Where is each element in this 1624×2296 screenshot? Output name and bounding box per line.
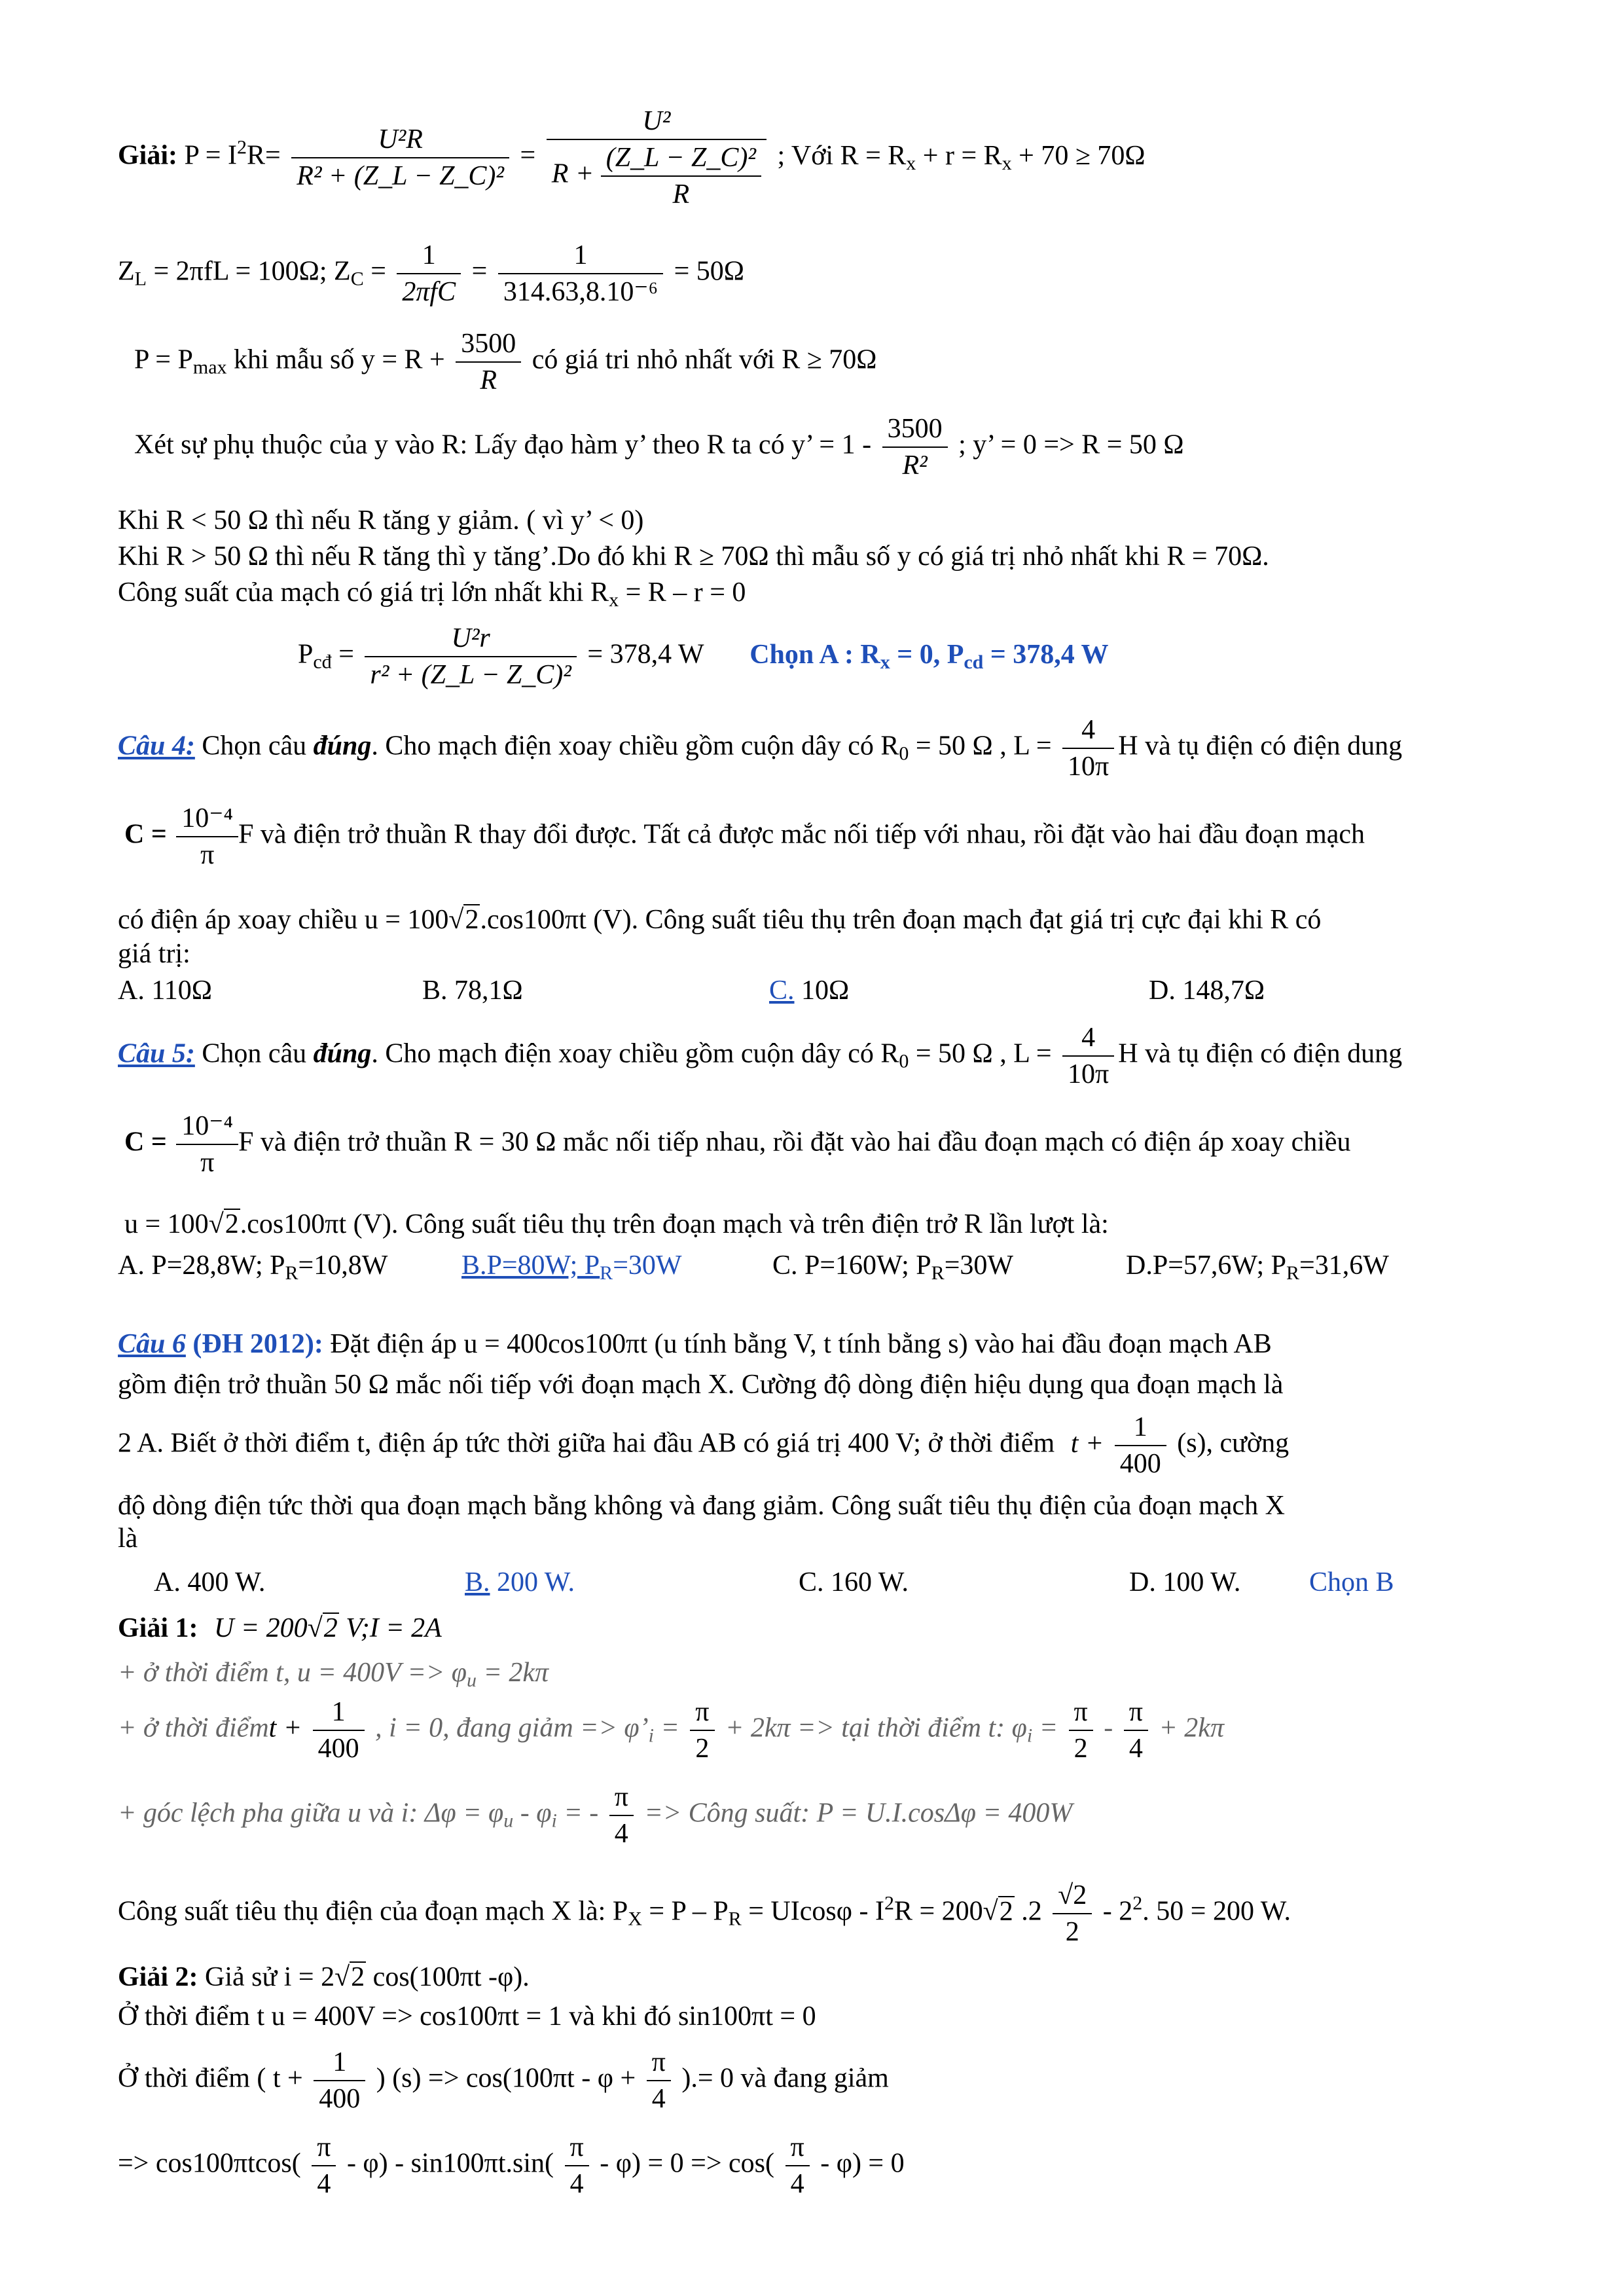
fraction-pi-4: $\frac{\pi}{4}$: [1124, 1696, 1148, 1765]
cau5-line2: C = $\frac{\text{10⁻⁴}}{\pi}$ F và điện trở thuần R = 30 Ω mắc nối tiếp nhau, rồi đặt vào hai đầu đoạn mạch có điện áp xoay chiều: [124, 1111, 1351, 1178]
fraction-pi-4: $\frac{\pi}{4}$: [565, 2131, 589, 2200]
fraction-3500-r: $\frac{3500}{R}$: [456, 327, 521, 397]
cau4-line1: Câu 4: Chọn câu đúng. Cho mạch điện xoay chiều gồm cuộn dây có $R_0 = 50$ Ω , L = $\frac{4}{10\pi}$ H và tụ điện có điện dung: [118, 715, 1403, 782]
giai1-line3: + góc lệch pha giữa u và i: $\Delta\varphi = \varphi_u - \varphi_i$ = - $\frac{\pi}{4}$ => Công suất: P = U.I.cosΔφ = 400W: [118, 1782, 1073, 1849]
khi-line-2: Khi R > 50 Ω thì nếu R tăng thì y tăng’.Do đó khi R ≥ 70Ω thì mẫu số y có giá trị nhỏ nhất khi R = 70Ω.: [118, 541, 1269, 572]
cau4-option-a[interactable]: A. 110Ω: [118, 975, 212, 1006]
p-eq: P = I: [184, 140, 237, 171]
fraction-l: $\frac{4}{10\pi}$: [1062, 714, 1114, 783]
giai1-line1: + ở thời điểm t, $u = 400V => \varphi_u = 2k\pi$: [118, 1658, 549, 1691]
r-eq: R=: [246, 140, 281, 171]
fraction-pcd: $\frac{\text{U²r}}{\text{r² + (Z\_L − Z\_C)²}}$: [365, 622, 577, 691]
cau5-option-c[interactable]: C. P=160W; $P_R=30W$: [772, 1250, 1014, 1284]
cau6-line2: gồm điện trở thuần 50 Ω mắc nối tiếp với đoạn mạch X. Cường độ dòng điện hiệu dụng qua đoạn mạch là: [118, 1370, 1284, 1400]
cau4-option-d[interactable]: D. 148,7Ω: [1149, 975, 1265, 1006]
cau5-option-a[interactable]: A. P=28,8W; $P_R=10,8W$: [118, 1250, 388, 1284]
cau5-link[interactable]: Câu 5:: [118, 1038, 195, 1069]
cau5-option-d[interactable]: D.P=57,6W; $P_R=31,6W$: [1126, 1250, 1389, 1284]
giai1-line2: + ở thời điểmt + $\frac{1}{400}$ , i = 0, đang giảm => $\varphi’_i$ = $\frac{\pi}{2}$ + 2kπ => tại thời điểm t: $\varphi_i$ = $\frac{\pi}{2}$ - $\frac{\pi}{4}$ + 2kπ: [118, 1697, 1224, 1764]
giai-power-line: Giải: $P = I^2R=$ $\frac{\text{U²R}}{\text{R² + (Z\_L − Z\_C)²}}$ = U² R + $\frac{\text{(Z\_L − Z\_C)²}}{R}$ ; Với $R = R_x + r = R_x + 70 \ge 70\Omega$: [118, 106, 1146, 210]
cau6-option-a[interactable]: A. 400 W.: [154, 1567, 266, 1597]
congsuat-line: Công suất của mạch có giá trị lớn nhất khi $R_x = R - r = 0$: [118, 577, 746, 611]
fraction-pi-2: $\frac{\pi}{2}$: [1069, 1696, 1093, 1765]
giai2-line1: Ở thời điểm t u = 400V => cos100πt = 1 và khi đó sin100πt = 0: [118, 2001, 816, 2032]
fraction-c: $\frac{\text{10⁻⁴}}{\pi}$: [176, 802, 238, 871]
fraction-1-400: $\frac{1}{400}$: [314, 2046, 365, 2115]
fraction-zc: 1 2πfC: [397, 239, 461, 308]
fraction-sqrt2-2: $\frac{√2}{2}$: [1053, 1879, 1092, 1948]
cau4-line3: có điện áp xoay chiều u = 100√2.cos100πt (V). Công suất tiêu thụ trên đoạn mạch đạt giá trị cực đại khi R có: [118, 905, 1322, 935]
cau4-link[interactable]: Câu 4:: [118, 731, 195, 761]
cau4-line2: C = $\frac{\text{10⁻⁴}}{\pi}$ F và điện trở thuần R thay đổi được. Tất cả được mắc nối tiếp với nhau, rồi đặt vào hai đầu đoạn mạch: [124, 803, 1365, 870]
cau6-line1: Câu 6 (ĐH 2012): Đặt điện áp u = 400cos100πt (u tính bằng V, t tính bằng s) vào hai đầu đoạn mạch AB: [118, 1329, 1272, 1359]
cau6-line3: 2 A. Biết ở thời điểm t, điện áp tức thời giữa hai đầu AB có giá trị 400 V; ở thời điểm t + $\frac{1}{400}$ (s), cường: [118, 1412, 1290, 1479]
cau6-line4: độ dòng điện tức thời qua đoạn mạch bằng không và đang giảm. Công suất tiêu thụ điện của đoạn mạch X: [118, 1491, 1285, 1521]
pcd-line: $P_{cđ}$ = $\frac{\text{U²r}}{\text{r² + (Z\_L − Z\_C)²}}$ = 378,4 W Chọn A : $R_x = 0$, $P_{cd} = 378,4$ W: [298, 623, 1109, 690]
giai1-line0: Giải 1: U = 200√2 V;I = 2A: [118, 1613, 442, 1643]
equals: =: [520, 140, 536, 171]
fraction-pi-4: $\frac{\pi}{4}$: [785, 2131, 810, 2200]
giai2-line2: Ở thời điểm ( t + $\frac{1}{400}$ ) (s) => cos(100πt - φ + $\frac{\pi}{4}$ ).= 0 và đang giảm: [118, 2047, 889, 2114]
fraction-u2r: $\frac{\text{U²R}}{\text{R² + (Z\_L − Z\_C)²}}$: [291, 123, 509, 192]
cau4-option-b[interactable]: B. 78,1Ω: [422, 975, 523, 1006]
cau5-line1: Câu 5: Chọn câu đúng. Cho mạch điện xoay chiều gồm cuộn dây có $R_0 = 50$ Ω , L = $\frac{4}{10\pi}$ H và tụ điện có điện dung: [118, 1023, 1403, 1089]
cau4-line4: giá trị:: [118, 939, 190, 969]
cau6-option-c[interactable]: C. 160 W.: [799, 1567, 909, 1597]
pmax-line: $P = P_{max}$ khi mẫu số y = R + $\frac{3500}{R}$ có giá tri nhỏ nhất với R ≥ 70Ω: [134, 329, 877, 395]
answer-choice-a: Chọn A : $R_x = 0$, $P_{cd} = 378,4$ W: [749, 639, 1109, 673]
xet-line: Xét sự phụ thuộc của y vào R: Lấy đạo hàm y’ theo R ta có y’ = 1 - $\frac{3500}{\text{R²}}$ ; y’ = 0 => R = 50 Ω: [134, 414, 1184, 481]
khi-line-1: Khi R < 50 Ω thì nếu R tăng y giảm. ( vì y’ < 0): [118, 505, 644, 536]
cau5-line3: u = 100√2.cos100πt (V). Công suất tiêu thụ trên đoạn mạch và trên điện trở R lần lượt là:: [124, 1209, 1109, 1239]
fraction-pi-4: $\frac{\pi}{4}$: [312, 2131, 336, 2200]
fraction-l: $\frac{4}{10\pi}$: [1062, 1021, 1114, 1091]
giai2-line0: Giải 2: Giả sử i = 2√2 cos(100πt -φ).: [118, 1962, 530, 1992]
cau6-line5: là: [118, 1523, 138, 1554]
cau6-option-d[interactable]: D. 100 W.: [1129, 1567, 1241, 1597]
fraction-pi-2: $\frac{\pi}{2}$: [690, 1696, 714, 1765]
fraction-c: $\frac{\text{10⁻⁴}}{\pi}$: [176, 1110, 238, 1179]
giai-label: Giải:: [118, 140, 177, 171]
fraction-pi-4: $\frac{\pi}{4}$: [609, 1781, 634, 1850]
giai2-line3: => cos100πtcos( $\frac{\pi}{4}$ - φ) - sin100πt.sin( $\frac{\pi}{4}$ - φ) = 0 => cos( $\frac{\pi}{4}$ - φ) = 0: [118, 2132, 905, 2199]
cau6-link[interactable]: Câu 6: [118, 1329, 186, 1359]
fraction-1-400: $\frac{1}{400}$: [313, 1696, 365, 1765]
cau5-option-b[interactable]: B.P=80W; $P_R=30W$: [461, 1250, 682, 1284]
fraction-1-400: $\frac{1}{400}$: [1115, 1411, 1166, 1480]
zl-zc-line: $Z_L = 2\pi fL = 100\Omega$; $Z_C$ = 1 2πfC = $\frac{1}{\text{314.63,8.10⁻⁶}}$ = 50Ω: [118, 240, 745, 307]
cau6-answer: Chọn B: [1309, 1567, 1394, 1597]
px-line: Công suất tiêu thụ điện của đoạn mạch X là: $P_X = P - P_R = UIcos\varphi - I^2R = 200√2$ .2 $\frac{√2}{2}$ - $2^2$. 50 = 200 W.: [118, 1880, 1291, 1947]
cau6-option-b[interactable]: B. 200 W.: [465, 1567, 575, 1597]
fraction-3500-r2: $\frac{3500}{\text{R²}}$: [882, 412, 948, 482]
fraction-u2: U² R + $\frac{\text{(Z\_L − Z\_C)²}}{R}$: [547, 105, 767, 211]
with-r-condition: ; Với $R = R_x + r = R_x + 70 \ge 70\Omega$: [777, 140, 1146, 174]
fraction-pi-4: $\frac{\pi}{4}$: [647, 2046, 671, 2115]
fraction-zc-value: $\frac{1}{\text{314.63,8.10⁻⁶}}$: [498, 239, 663, 308]
cau4-option-c[interactable]: C. 10Ω: [769, 975, 850, 1006]
